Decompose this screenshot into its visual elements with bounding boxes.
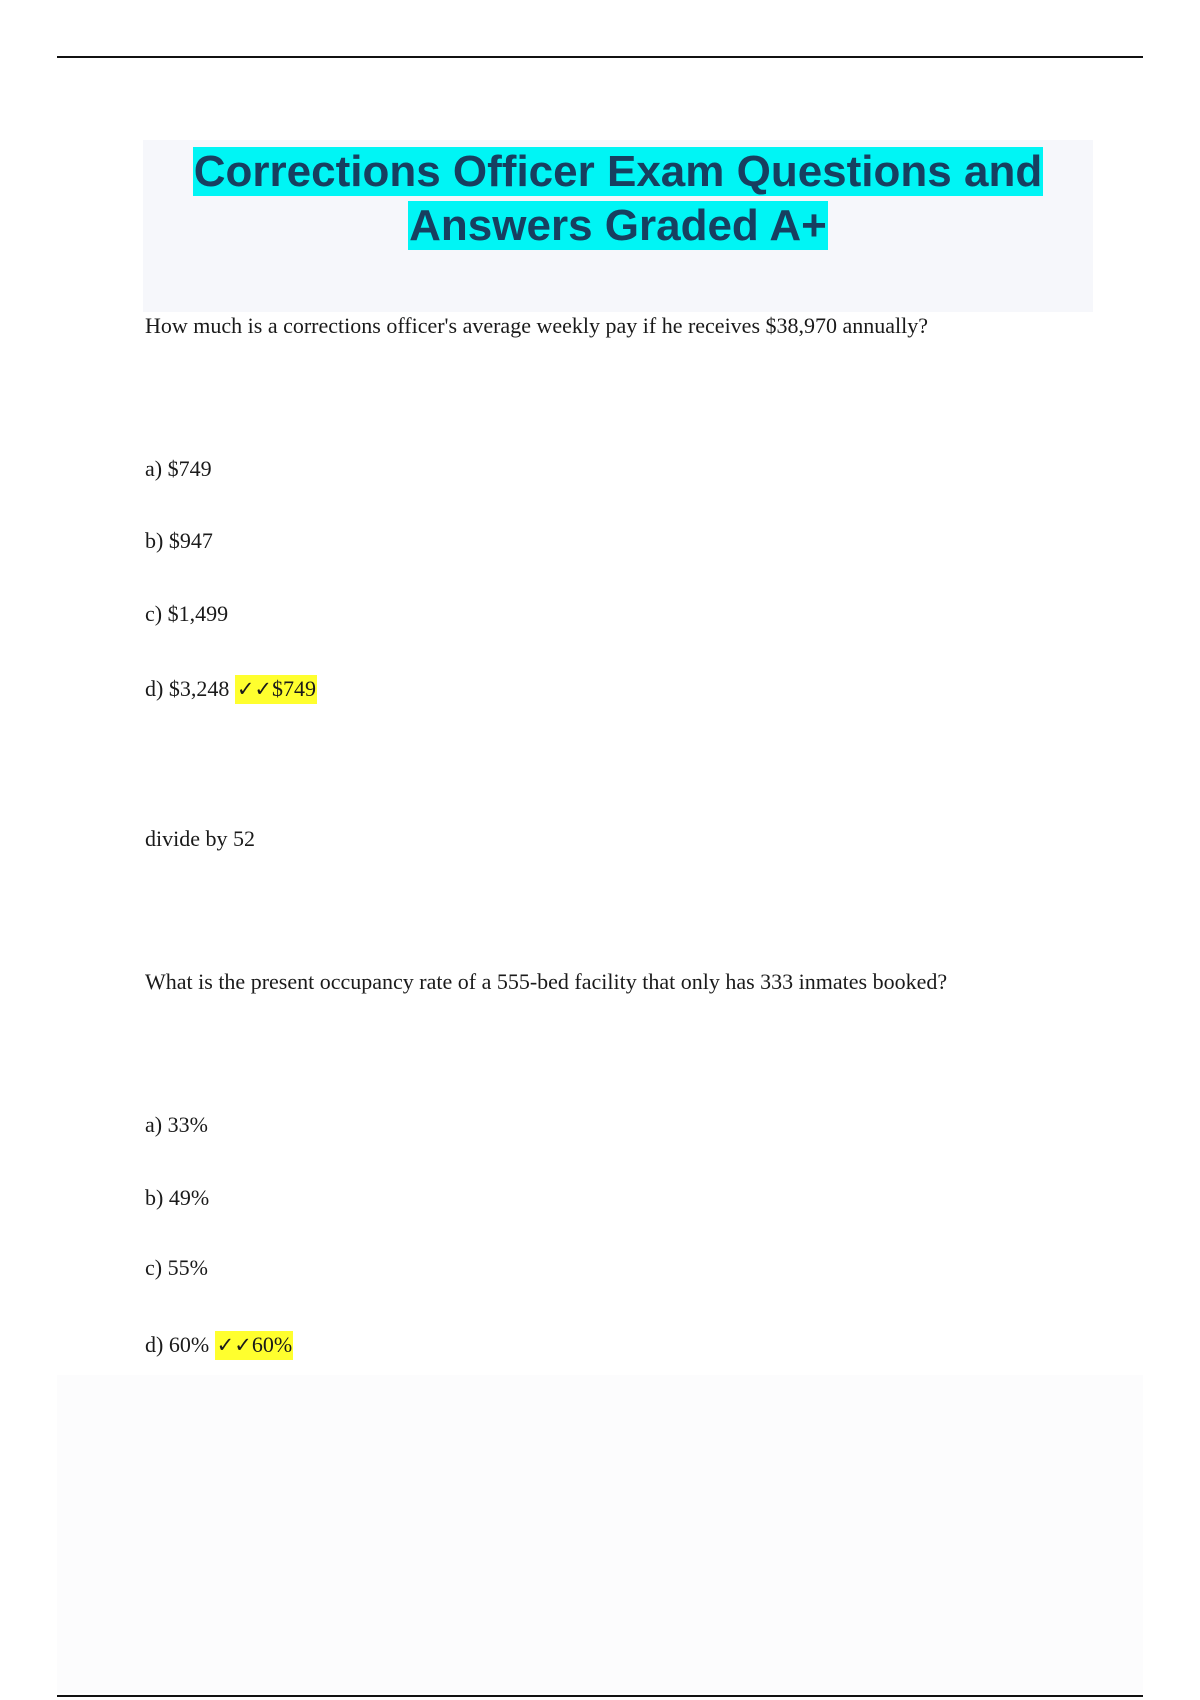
title-block [143,140,1093,312]
question-2-answer-highlight [215,1331,294,1360]
question-2-option-c: c) 55% [145,1255,208,1280]
question-1-answer-highlight [235,675,317,704]
checkmark-icon: ✓✓ [216,1333,252,1357]
footer-rule [57,1695,1143,1697]
question-2-option-a: a) 33% [145,1112,208,1137]
question-1-option-a: a) $749 [145,456,212,481]
document-title-line-2: Answers Graded A+ [409,201,827,250]
question-2-option-b: b) 49% [145,1185,210,1210]
document-title-line-1: Corrections Officer Exam Questions and [193,147,1043,196]
document-title [143,140,1093,253]
question-2-answer: 60% [251,1332,293,1357]
header-rule [57,56,1143,58]
question-1-option-d-row [145,675,317,703]
checkmark-icon: ✓✓ [236,677,273,701]
question-1-option-c: c) $1,499 [145,601,229,626]
question-1-explanation: divide by 52 [145,826,255,851]
question-1-answer: $749 [272,676,317,701]
question-1-option-d: d) $3,248 [145,676,230,701]
question-2-option-d: d) 60% [145,1332,210,1357]
question-2-prompt: What is the present occupancy rate of a 555-bed facility that only has 333 inmates booked? [145,969,948,994]
question-2-option-d-row [145,1331,293,1359]
question-1-prompt: How much is a corrections officer's average weekly pay if he receives $38,970 annually? [145,313,929,338]
question-1-option-b: b) $947 [145,528,213,553]
page-background-shade [57,1375,1143,1693]
